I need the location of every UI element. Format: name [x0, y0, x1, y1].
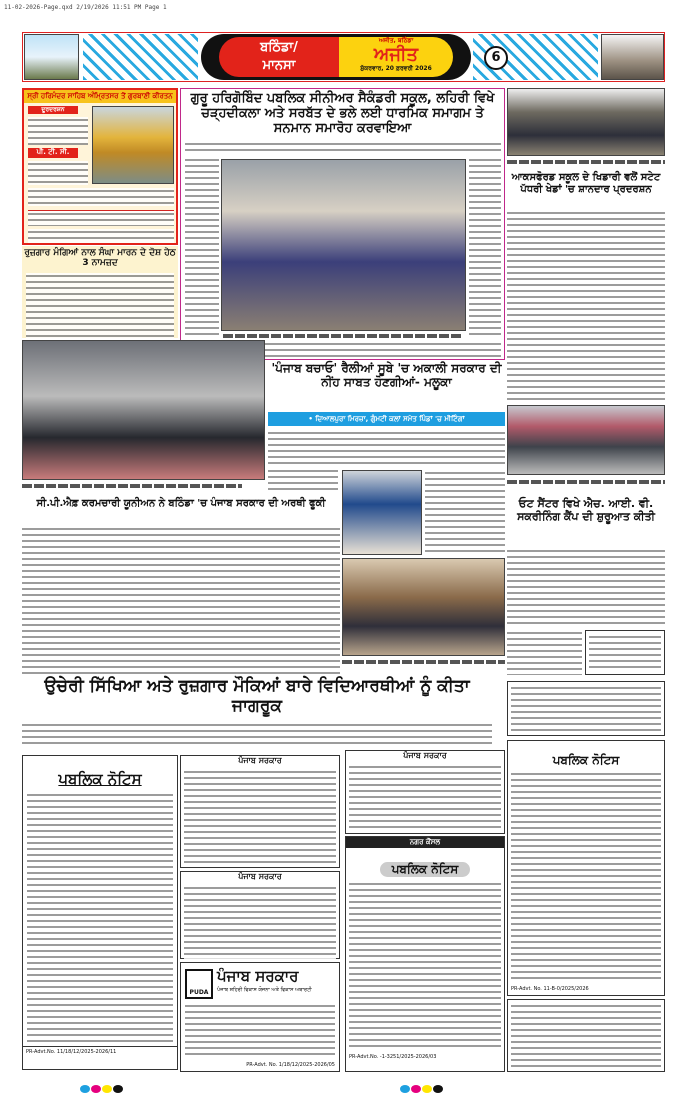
- puda-logo: PUDA: [185, 969, 213, 999]
- golden-temple-image: [92, 106, 174, 184]
- headline: 'ਪੰਜਾਬ ਬਚਾਓ' ਰੈਲੀਆਂ ਸੂਬੇ 'ਚ ਅਕਾਲੀ ਸਰਕਾਰ ਦੀ ਨੀਂਹ ਸਾਬਤ ਹੋਣਗੀਆਂ- ਮਲੂਕਾ: [271, 361, 502, 389]
- fort-image: [601, 34, 664, 80]
- edition-label: ਅਜੀਤ, ਬਠਿੰਡਾ: [378, 37, 414, 44]
- headline: ਰੁਜ਼ਗਾਰ ਮੰਗਿਆਂ ਨਾਲ ਸੰਘਾ ਮਾਰਨ ਦੇ ਦੋਸ਼ ਹੇਠ 3 ਨਾਮਜ਼ਦ: [24, 248, 176, 269]
- school-ceremony-photo: [221, 159, 466, 331]
- print-slug: 11-02-2026-Page.qxd 2/19/2026 11:51 PM Page 1: [4, 4, 167, 11]
- govt-notice-ad: [180, 755, 340, 868]
- city-name-bottom: ਮਾਨਸਾ: [262, 58, 296, 73]
- lead-story: [180, 88, 505, 360]
- govt-notice-ad: [180, 871, 340, 959]
- issue-date: ਸ਼ੁੱਕਰਵਾਰ, 20 ਫ਼ਰਵਰੀ 2026: [360, 65, 432, 72]
- masthead: [22, 32, 665, 82]
- lead-headline: ਗੁਰੂ ਹਰਿਗੋਬਿੰਦ ਪਬਲਿਕ ਸੀਨੀਅਰ ਸੈਕੰਡਰੀ ਸਕੂਲ, ਲਹਿਰੀ ਵਿਖੇ ਚੜ੍ਹਦੀਕਲਾ ਅਤੇ ਸਰਬੱਤ ਦੇ ਭਲੇ ਲਈ ਧਾਰਮਿਕ ਸਮਾਗਮ ਤੇ ਸਨਮਾਨ ਸਮਾਰੋਹ ਕਰਵਾਇਆ: [190, 91, 495, 136]
- promo-title: ਸ੍ਰੀ ਹਰਿਮੰਦਰ ਸਾਹਿਬ ਅੰਮ੍ਰਿਤਸਰ ਤੋਂ ਗੁਰਬਾਣੀ ਕੀਰਤਨ: [24, 90, 176, 103]
- channel-label: ਦੂਰਦਰਸ਼ਨ: [28, 106, 78, 114]
- notice-snippet: [507, 681, 665, 736]
- advt-reference: PR-Advt.No. 11/18/12/2025-2026/11: [23, 1046, 177, 1057]
- notice-title: ਪੰਜਾਬ ਸਰਕਾਰ: [238, 872, 282, 881]
- rally-crowd-photo: [342, 558, 505, 656]
- city-name-top: ਬਠਿੰਡਾ/: [260, 40, 298, 55]
- notice-title: ਪੰਜਾਬ ਸਰਕਾਰ: [238, 756, 282, 765]
- channel-label: ਪੀ. ਟੀ. ਸੀ.: [28, 148, 78, 158]
- puda-ad: [180, 962, 340, 1072]
- headline: ਓਟ ਸੈਂਟਰ ਵਿਖੇ ਐਚ. ਆਈ. ਵੀ. ਸਕਰੀਨਿੰਗ ਕੈਂਪ ਦੀ ਸ਼ੁਰੂਆਤ ਕੀਤੀ: [517, 497, 655, 523]
- notice-title: ਪਬਲਿਕ ਨੋਟਿਸ: [552, 753, 620, 767]
- advt-reference: PR-Advt.No. -1-3251/2025-2026/03: [349, 1054, 437, 1060]
- headline: ਆਕਸਫੋਰਡ ਸਕੂਲ ਦੇ ਖਿਡਾਰੀ ਵਲੋਂ ਸਟੇਟ ਪੱਧਰੀ ਖੇਡਾਂ 'ਚ ਸ਼ਾਨਦਾਰ ਪ੍ਰਦਰਸ਼ਨ: [511, 172, 661, 195]
- speaker-photo: [342, 470, 422, 555]
- page-number: 6: [484, 46, 508, 70]
- oxford-school-photo: [507, 88, 665, 156]
- notice-title: ਪਬਲਿਕ ਨੋਟਿਸ: [58, 770, 142, 788]
- subheadline-bar: • ਦਿਆਲਪੁਰਾ ਮਿਰਜ਼ਾ, ਗੁੰਮਟੀ ਕਲਾਂ ਸਮੇਤ ਪਿੰਡਾਂ 'ਚ ਮੀਟਿੰਗਾਂ: [268, 412, 505, 426]
- imprint-box: [507, 999, 665, 1072]
- headline: ਸੀ.ਪੀ.ਐਫ਼ ਕਰਮਚਾਰੀ ਯੂਨੀਅਨ ਨੇ ਬਠਿੰਡਾ 'ਚ ਪੰਜਾਬ ਸਰਕਾਰ ਦੀ ਅਰਥੀ ਫੂਕੀ: [36, 498, 326, 509]
- council-notice-ad: [345, 836, 505, 1072]
- public-notice-ad: [22, 755, 178, 1070]
- decorative-pattern: [83, 34, 198, 80]
- power-plant-image: [24, 34, 79, 80]
- banner-headline: ਉਚੇਰੀ ਸਿੱਖਿਆ ਅਤੇ ਰੁਜ਼ਗਾਰ ਮੌਕਿਆਂ ਬਾਰੇ ਵਿਦਿਆਰਥੀਆਂ ਨੂੰ ਕੀਤਾ ਜਾਗਰੂਕ: [44, 676, 470, 716]
- masthead-oval: [201, 34, 471, 80]
- registration-marks: [400, 1078, 444, 1097]
- left-story: [22, 246, 178, 338]
- kirtan-schedule-box: [22, 88, 178, 245]
- hiv-camp-photo: [507, 405, 665, 475]
- council-header: ਨਗਰ ਕੌਂਸਲ: [346, 837, 504, 848]
- notice-title: ਪੰਜਾਬ ਸਰਕਾਰ: [403, 751, 447, 760]
- ad-title: ਪੰਜਾਬ ਸਰਕਾਰ: [217, 967, 299, 985]
- public-notice-ad: [507, 740, 665, 996]
- ad-subtitle: ਪੰਜਾਬ ਸ਼ਹਿਰੀ ਵਿਕਾਸ ਯੋਜਨਾ ਅਤੇ ਵਿਕਾਸ ਅਥਾਰਟੀ: [217, 987, 312, 993]
- newspaper-name: ਅਜੀਤ: [373, 44, 419, 65]
- protest-photo: [22, 340, 265, 480]
- govt-notice-ad: [345, 750, 505, 834]
- advt-reference: PR-Advt. No. 1/18/12/2025-2026/05: [246, 1062, 335, 1068]
- advt-reference: PR-Advt. No. 11-B-0/2025/2026: [511, 986, 589, 992]
- small-ad: [585, 630, 665, 675]
- registration-marks: [80, 1078, 124, 1097]
- notice-title: ਪਬਲਿਕ ਨੋਟਿਸ: [380, 862, 470, 877]
